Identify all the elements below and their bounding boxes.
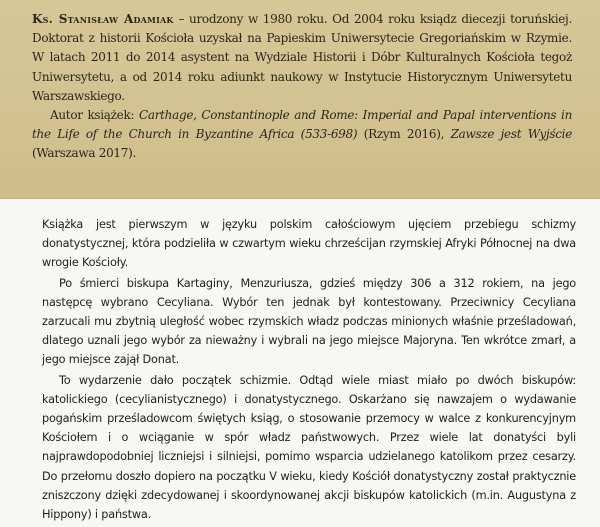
book-description xyxy=(42,215,576,525)
author-bio-paragraph xyxy=(32,10,572,106)
book-title-2: Zawsze jest Wyjście xyxy=(450,127,572,142)
book-title-1: Carthage, Constantinople and Rome: Imperial and Papal interventions in the Life of the Church in Byzantine Africa (533-698) xyxy=(32,108,572,142)
author-bio-band xyxy=(0,0,600,199)
author-books-paragraph xyxy=(32,106,572,164)
author-name: Ks. Stanisław Adamiak xyxy=(32,12,174,26)
book-info-1: (Rzym 2016), xyxy=(357,127,451,142)
author-bio-text: – urodzony w 1980 roku. Od 2004 roku ksiądz diecezji toruńskiej. Doktorat z historii Kościoła uzyskał na Papieskim Uniwersytecie Gregoriańskim w Rzymie. W latach 2011 do 2014 asystent na Wydziale Historii i Dóbr Kulturalnych Kościoła tegoż Uniwersytetu, a od 2014 roku adiunkt naukowy w Instytucie Historycznym Uniwersytetu Warszawskiego. xyxy=(32,12,572,103)
book-info-2: (Warszawa 2017). xyxy=(32,146,136,161)
description-paragraph-3: To wydarzenie dało początek schizmie. Odtąd wiele miast miało po dwóch biskupów: katolickiego (cecylianistycznego) i donatystycznego. Oskarżano się nawzajem o wydawanie pogańskim prześladowcom świętych ksiąg, o stosowanie przemocy w walce z konkurencyjnym Kościołem i o wciąganie w spór władz państwowych. Przez wiele lat donatyści byli najprawdopodobniej liczniejsi i silniejsi, pomimo wsparcia udzielanego katolikom przez cesarzy. Do przełomu doszło dopiero na początku V wieku, kiedy Kościół donatystyczny został praktycznie zniszczony dzięki zdecydowanej i skoordynowanej akcji biskupów katolickich (m.in. Augustyna z Hippony) i państwa. xyxy=(42,373,576,522)
author-books-intro: Autor książek: xyxy=(50,108,139,123)
author-bio xyxy=(32,10,572,164)
description-paragraph-1: Książka jest pierwszym w języku polskim całościowym ujęciem przebiegu schizmy donatystycznej, która podzieliła w czwartym wieku chrześcijan rzymskiej Afryki Północnej na dwa wrogie Kościoły. xyxy=(42,218,576,270)
description-paragraph-2: Po śmierci biskupa Kartaginy, Menzuriusza, gdzieś między 306 a 312 rokiem, na jego następcę wybrano Cecyliana. Wybór ten jednak był kontestowany. Przeciwnicy Cecyliana zarzucali mu zbytnią uległość wobec rzymskich władz podczas minionych właśnie prześladowań, dlatego uznali jego wybór za nieważny i wybrali na jego miejsce Majoryna. Ten wkrótce zmarł, a jego miejsce zajął Donat. xyxy=(42,276,576,367)
